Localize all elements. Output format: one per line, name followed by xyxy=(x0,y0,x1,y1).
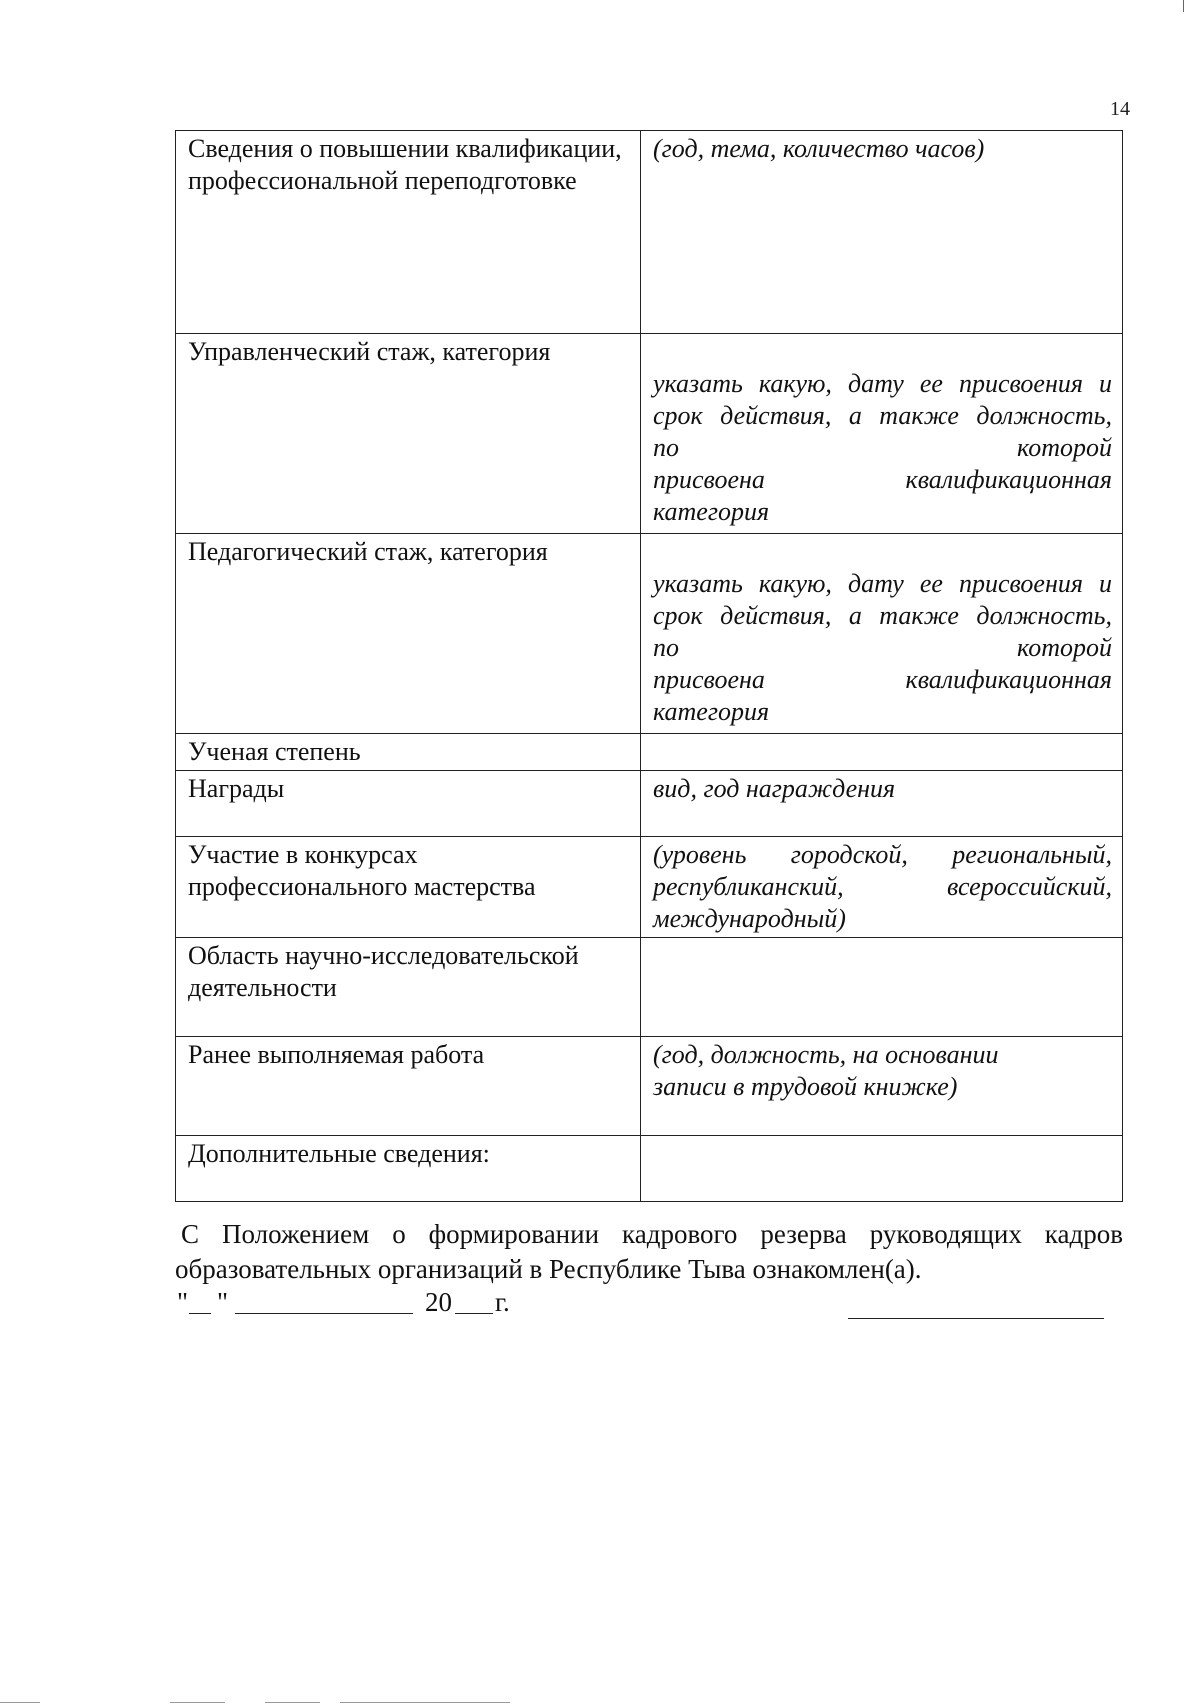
table-row xyxy=(176,771,1123,837)
signature-blank xyxy=(848,1318,1104,1319)
hint-line: по которой xyxy=(653,433,1112,462)
hint-line: присвоена квалификационная xyxy=(653,665,1112,694)
table-row xyxy=(176,938,1123,1037)
hint-line: указать какую, дату ее присвоения и xyxy=(653,369,1112,398)
open-quote: " xyxy=(177,1287,189,1317)
table-row xyxy=(176,534,1123,734)
hint-line: республиканский, всероссийский, xyxy=(653,872,1112,901)
hint-line: срок действия, а также должность, xyxy=(653,601,1112,630)
month-blank xyxy=(235,1287,413,1321)
hint-line: срок действия, а также должность, xyxy=(653,401,1112,430)
row-hint xyxy=(641,837,1123,938)
day-blank xyxy=(189,1287,211,1321)
year-prefix: 20 xyxy=(425,1287,452,1317)
page-number: 14 xyxy=(1110,98,1130,120)
candidate-info-table xyxy=(175,130,1123,1202)
row-hint xyxy=(641,938,1123,1037)
hint-line: международный) xyxy=(653,904,846,933)
year-suffix: г. xyxy=(495,1287,510,1317)
hint-line: указать какую, дату ее присвоения и xyxy=(653,569,1112,598)
table-row xyxy=(176,1136,1123,1202)
hint-line: (уровень городской, региональный, xyxy=(653,840,1112,869)
row-hint: (год, тема, количество часов) xyxy=(641,131,1123,334)
hint-line: категория xyxy=(653,697,770,726)
table-row xyxy=(176,837,1123,938)
row-label: Ученая степень xyxy=(176,734,641,771)
scan-edge-mark xyxy=(1183,0,1184,12)
statement-text: С Положением о формировании кадрового резерва руководящих кадров образовательных организаций в Республике Тыва ознакомлен(а). xyxy=(175,1219,1123,1284)
row-hint xyxy=(641,534,1123,734)
row-label: Участие в конкурсах профессионального мастерства xyxy=(176,837,641,938)
row-label: Ранее выполняемая работа xyxy=(176,1037,641,1136)
row-hint xyxy=(641,734,1123,771)
scan-bottom-marks xyxy=(0,1702,1200,1704)
row-label: Награды xyxy=(176,771,641,837)
row-label: Педагогический стаж, категория xyxy=(176,534,641,734)
hint-line: по которой xyxy=(653,633,1112,662)
hint-line: (год, должность, на основании xyxy=(653,1040,999,1069)
row-hint xyxy=(641,1136,1123,1202)
row-label: Область научно-исследовательской деятельности xyxy=(176,938,641,1037)
hint-line: категория xyxy=(653,497,770,526)
table-row xyxy=(176,1037,1123,1136)
table-row xyxy=(176,131,1123,334)
row-label: Управленческий стаж, категория xyxy=(176,334,641,534)
row-hint xyxy=(641,1037,1123,1136)
table-row xyxy=(176,734,1123,771)
hint-line: записи в трудовой книжке) xyxy=(653,1072,958,1101)
acknowledgement-statement xyxy=(175,1217,1123,1287)
hint-line: присвоена квалификационная xyxy=(653,465,1112,494)
row-hint: вид, год награждения xyxy=(641,771,1123,837)
row-label: Дополнительные сведения: xyxy=(176,1136,641,1202)
close-quote: " xyxy=(217,1287,229,1317)
row-label: Сведения о повышении квалификации, профессиональной переподготовке xyxy=(176,131,641,334)
row-hint xyxy=(641,334,1123,534)
table-row xyxy=(176,334,1123,534)
year-blank xyxy=(455,1287,493,1321)
